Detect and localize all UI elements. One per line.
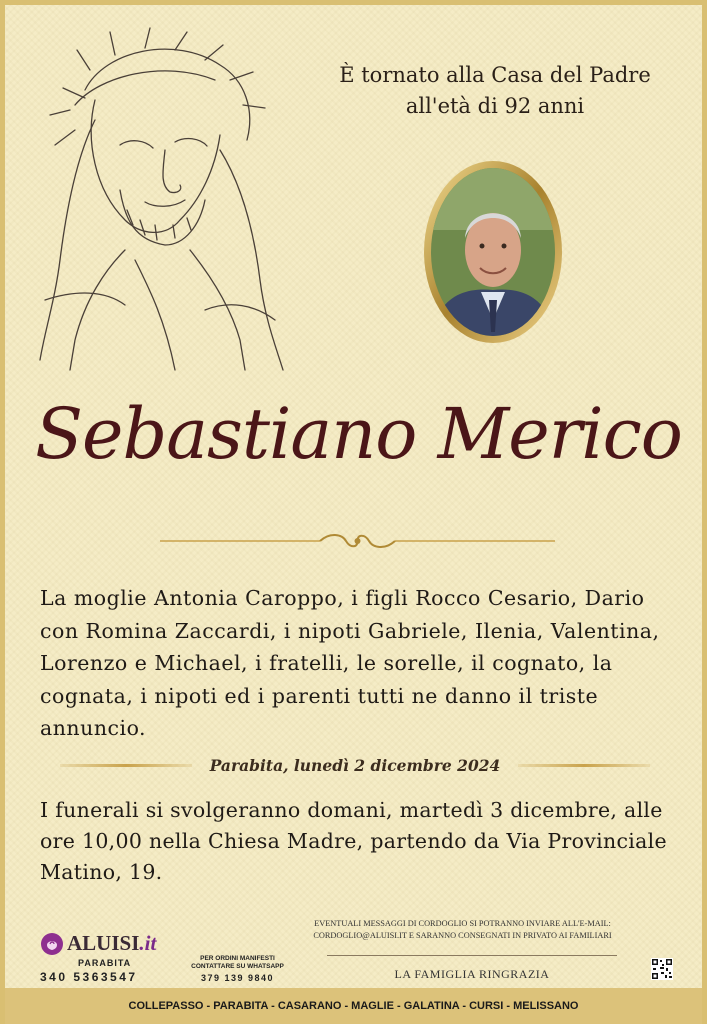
rose-icon: [40, 932, 64, 956]
agency-logo-block: [40, 931, 156, 984]
return-to-father-intro: [305, 60, 685, 122]
family-announcement: La moglie Antonia Caroppo, i figli Rocco Cesario, Dario con Romina Zaccardi, i nipoti Gabriele, Ilenia, Valentina, Lorenzo e Michael, i fratelli, le sorelle, il cognato, la cognata, i nipoti ed i parenti tutti ne danno il triste annuncio.: [40, 586, 660, 740]
gold-line-right: [518, 764, 650, 767]
thanks-divider: [327, 955, 617, 956]
whatsapp-orders: [185, 955, 290, 983]
funeral-details: I funerali si svolgeranno domani, martedì 3 dicembre, alle ore 10,00 nella Chiesa Madre, partendo da Via Provinciale Matino, 19.: [40, 798, 667, 884]
agency-phone: 340 5363547: [40, 970, 138, 984]
orders-label-line-2: CONTATTARE SU WHATSAPP: [191, 963, 284, 970]
orders-label: [185, 955, 290, 971]
gold-line-left: [60, 764, 192, 767]
email-note-line-2: CORDOGLIO@ALUISI.IT E SARANNO CONSEGNATI IN PRIVATO AI FAMILIARI: [313, 931, 612, 940]
intro-line-2: all'età di 92 anni: [405, 94, 585, 118]
agency-town: PARABITA: [78, 958, 132, 968]
email-note-line-1: EVENTUALI MESSAGGI DI CORDOGLIO SI POTRANNO INVIARE ALL'E-MAIL:: [314, 919, 611, 928]
qr-code-icon[interactable]: [651, 958, 673, 980]
orders-phone: 379 139 9840: [200, 973, 275, 983]
deceased-portrait-photo: [423, 160, 563, 345]
deceased-name: Sebastiano Merico: [35, 393, 682, 475]
christ-crown-of-thorns-drawing: [15, 20, 290, 375]
date-row: [60, 753, 650, 777]
gold-ornament-divider: [160, 530, 555, 552]
orders-label-line-1: PER ORDINI MANIFESTI: [200, 955, 275, 962]
agency-logo-text: ALUISI.it: [67, 931, 157, 955]
condolence-email-note: [285, 918, 640, 942]
place-date: Parabita, lunedì 2 dicembre 2024: [209, 755, 501, 775]
family-thanks: LA FAMIGLIA RINGRAZIA: [394, 967, 550, 981]
intro-line-1: È tornato alla Casa del Padre: [339, 63, 651, 87]
branch-locations-footer: COLLEPASSO - PARABITA - CASARANO - MAGLIE - GALATINA - CURSI - MELISSANO: [5, 988, 702, 1024]
